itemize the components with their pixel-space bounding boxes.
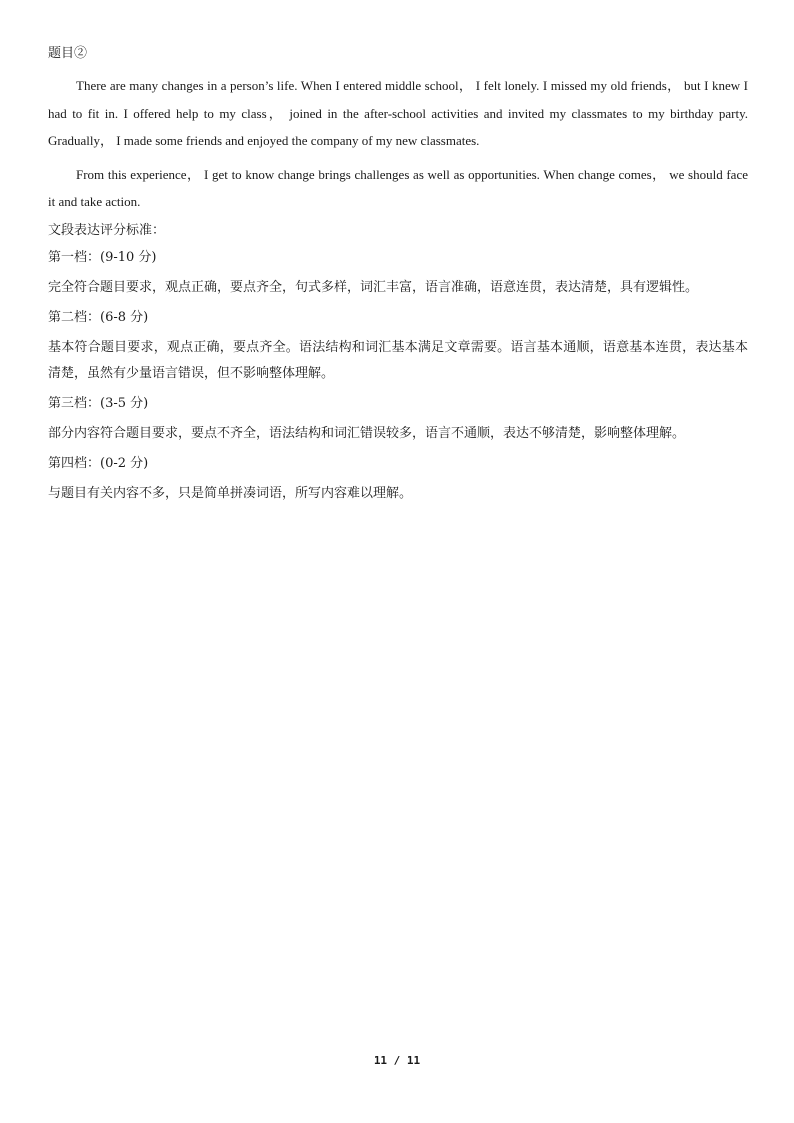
level-1 xyxy=(48,248,748,301)
level-2 xyxy=(48,308,748,387)
level-title: 第二档：(6-8 分) xyxy=(48,309,149,325)
page-number: 11 / 11 xyxy=(373,1054,421,1067)
level-description: 与题目有关内容不多，只是简单拼凑词语，所写内容难以理解。 xyxy=(48,485,413,501)
level-title: 第四档：(0-2 分) xyxy=(48,455,149,471)
level-3 xyxy=(48,394,748,447)
essay-paragraph-1: There are many changes in a person’s life. When I entered middle school， I felt lonely. I missed my old friends， but I knew I had to fit in. I offered help to my class， joined in the after-school activities and invited my classmates to my birthday party. Gradually， I made some friends and enjoyed the company of my new classmates. xyxy=(48,78,748,148)
level-description: 基本符合题目要求，观点正确，要点齐全。语法结构和词汇基本满足文章需要。语言基本通顺，语意基本连贯，表达基本清楚，虽然有少量语言错误，但不影响整体理解。 xyxy=(48,339,748,381)
criteria-title: 文段表达评分标准： xyxy=(48,222,166,238)
level-description: 完全符合题目要求，观点正确，要点齐全，句式多样，词汇丰富，语言准确，语意连贯，表达清楚，具有逻辑性。 xyxy=(48,279,699,295)
level-4 xyxy=(48,454,748,507)
level-title: 第一档：(9-10 分) xyxy=(48,249,157,265)
level-title: 第三档：(3-5 分) xyxy=(48,395,149,411)
document-page xyxy=(48,44,748,507)
essay-paragraph-2: From this experience， I get to know change brings challenges as well as opportunities. When change comes， we should face it and take action. xyxy=(48,166,748,209)
level-description: 部分内容符合题目要求，要点不齐全，语法结构和词汇错误较多，语言不通顺，表达不够清楚，影响整体理解。 xyxy=(48,425,686,441)
topic-label: 题目② xyxy=(48,46,88,61)
